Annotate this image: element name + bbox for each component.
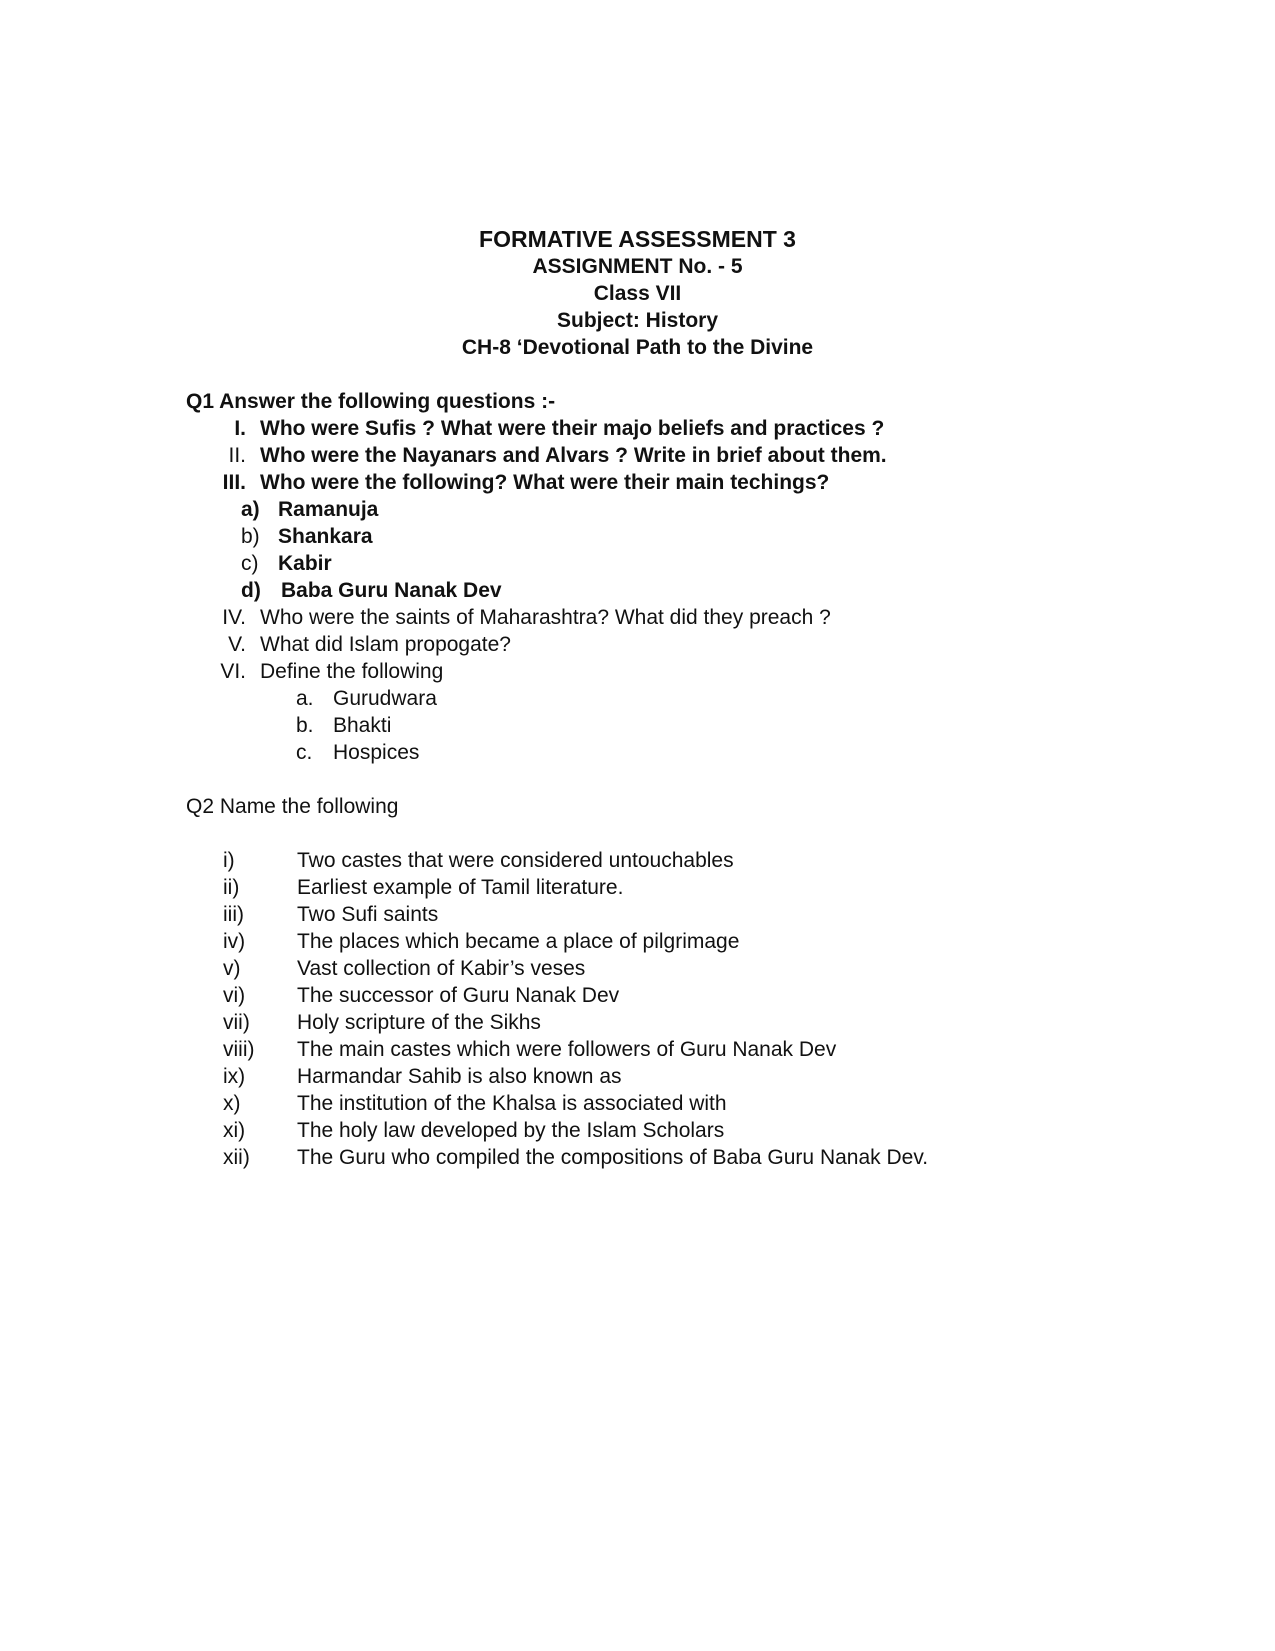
q1-sub-num: b. xyxy=(296,714,314,737)
q1-item-num: II. xyxy=(228,444,246,467)
q2-item-num: viii) xyxy=(223,1038,255,1061)
q2-item-num: x) xyxy=(223,1092,241,1115)
q1-sub-text: Shankara xyxy=(278,525,373,548)
q2-item-num: ix) xyxy=(223,1065,246,1088)
q1-item-text: What did Islam propogate? xyxy=(260,633,511,656)
subject-label: Subject: History xyxy=(556,309,719,332)
q1-item-text: Who were the saints of Maharashtra? What did they preach ? xyxy=(260,606,831,629)
class-label: Class VII xyxy=(593,282,682,305)
q1-item-num: IV. xyxy=(222,606,246,629)
q2-item-text: The institution of the Khalsa is associated with xyxy=(297,1092,727,1115)
q2-item-num: v) xyxy=(223,957,241,980)
q1-heading: Q1 Answer the following questions :- xyxy=(186,390,556,413)
q1-item-num: I. xyxy=(234,417,246,440)
q1-sub-text: Ramanuja xyxy=(278,498,379,521)
q1-sub-num: b) xyxy=(241,525,260,548)
q2-item-text: The holy law developed by the Islam Scholars xyxy=(297,1119,725,1142)
q1-item-text: Who were the Nayanars and Alvars ? Write in brief about them. xyxy=(260,444,887,467)
q1-item-num: III. xyxy=(222,471,246,494)
q1-sub-num: d) xyxy=(241,579,261,602)
q1-item-text: Who were the following? What were their main techings? xyxy=(260,471,830,494)
q1-sub-num: c) xyxy=(241,552,259,575)
q2-item-num: vii) xyxy=(223,1011,250,1034)
q1-sub-text: Baba Guru Nanak Dev xyxy=(281,579,502,602)
q2-item-num: iii) xyxy=(223,903,244,926)
q2-item-text: The Guru who compiled the compositions of Baba Guru Nanak Dev. xyxy=(297,1146,929,1169)
q2-item-text: Earliest example of Tamil literature. xyxy=(297,876,624,899)
q2-item-num: vi) xyxy=(223,984,246,1007)
q2-item-num: xii) xyxy=(223,1146,250,1169)
q1-sub-text: Hospices xyxy=(333,741,420,764)
q2-item-text: Harmandar Sahib is also known as xyxy=(297,1065,622,1088)
q1-item-text: Who were Sufis ? What were their majo beliefs and practices ? xyxy=(260,417,885,440)
q2-item-text: Holy scripture of the Sikhs xyxy=(297,1011,541,1034)
q1-sub-text: Kabir xyxy=(278,552,332,575)
q1-item-num: VI. xyxy=(220,660,246,683)
q1-sub-text: Bhakti xyxy=(333,714,392,737)
q1-item-text: Define the following xyxy=(260,660,444,683)
q2-item-num: xi) xyxy=(223,1119,246,1142)
q1-item-num: V. xyxy=(228,633,246,656)
chapter-label: CH-8 ‘Devotional Path to the Divine xyxy=(461,336,814,359)
q2-item-text: Two castes that were considered untouchables xyxy=(297,849,734,872)
q2-item-text: The successor of Guru Nanak Dev xyxy=(297,984,620,1007)
q2-item-text: The places which became a place of pilgrimage xyxy=(297,930,740,953)
q2-item-num: iv) xyxy=(223,930,246,953)
q2-item-text: Vast collection of Kabir’s veses xyxy=(297,957,586,980)
q1-sub-num: c. xyxy=(296,741,313,764)
q2-item-num: ii) xyxy=(223,876,240,899)
q2-item-num: i) xyxy=(223,849,235,872)
q2-item-text: The main castes which were followers of Guru Nanak Dev xyxy=(297,1038,837,1061)
q2-item-text: Two Sufi saints xyxy=(297,903,439,926)
q1-sub-text: Gurudwara xyxy=(333,687,437,710)
q1-sub-num: a. xyxy=(296,687,314,710)
q2-heading: Q2 Name the following xyxy=(186,795,399,818)
q1-sub-num: a) xyxy=(241,498,260,521)
page-title: FORMATIVE ASSESSMENT 3 xyxy=(479,226,796,252)
assignment-number: ASSIGNMENT No. - 5 xyxy=(532,255,743,278)
